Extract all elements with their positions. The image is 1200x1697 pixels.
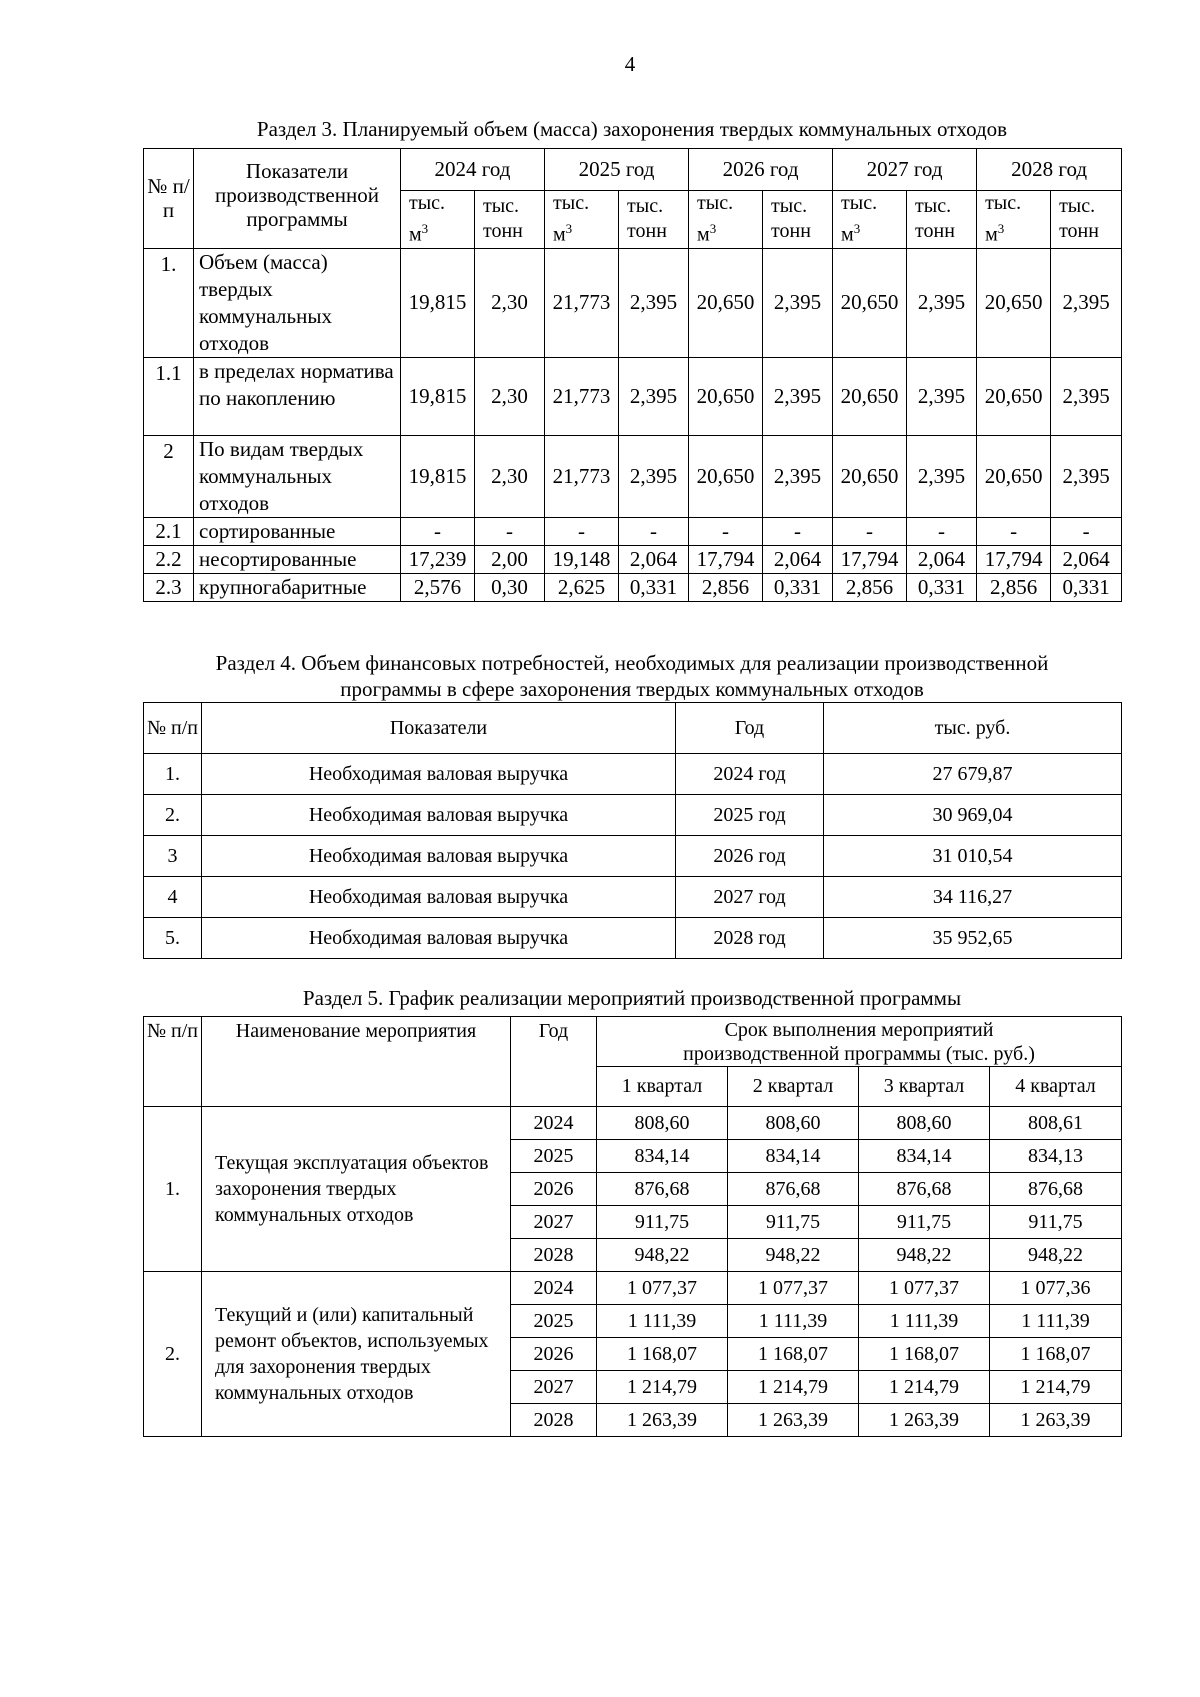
- quarter-value: 808,60: [597, 1107, 728, 1140]
- table-row: [144, 357, 1122, 435]
- activity-name: Текущий и (или) капитальный ремонт объектов, используемых для захоронения твердых коммунальных отходов: [202, 1272, 511, 1437]
- quarter-value: 1 077,36: [990, 1272, 1122, 1305]
- value-cell: 20,650: [977, 357, 1051, 435]
- value-cell: 19,148: [545, 545, 619, 573]
- year-header: 2028 год: [977, 149, 1122, 191]
- col-indicator-header: Показатели: [202, 703, 676, 754]
- value-cell: -: [689, 517, 763, 545]
- quarter-value: 1 263,39: [597, 1404, 728, 1437]
- table-row: [144, 918, 1122, 959]
- quarter-value: 948,22: [728, 1239, 859, 1272]
- value-cell: 0,30: [475, 573, 545, 601]
- unit-tonnes: тыс. тонн: [475, 191, 545, 249]
- quarter-value: 911,75: [990, 1206, 1122, 1239]
- indicator-cell: Необходимая валовая выручка: [202, 836, 676, 877]
- value-cell: 21,773: [545, 435, 619, 517]
- value-cell: 2,395: [619, 357, 689, 435]
- year-cell: 2025 год: [676, 795, 824, 836]
- value-cell: -: [1051, 517, 1122, 545]
- row-number: 1.: [144, 248, 194, 357]
- value-cell: -: [763, 517, 833, 545]
- value-cell: 2,30: [475, 357, 545, 435]
- value-cell: 2,395: [763, 435, 833, 517]
- value-cell: 2,064: [619, 545, 689, 573]
- row-number: 1.: [144, 754, 202, 795]
- unit-m3: тыс. $м^3$: [545, 191, 619, 249]
- quarter-value: 948,22: [597, 1239, 728, 1272]
- row-number: 2.: [144, 795, 202, 836]
- year-cell: 2027: [511, 1371, 597, 1404]
- value-cell: 35 952,65: [824, 918, 1122, 959]
- value-cell: 2,395: [619, 435, 689, 517]
- value-cell: 2,395: [619, 248, 689, 357]
- page-number: 4: [624, 52, 636, 76]
- quarter-value: 1 214,79: [728, 1371, 859, 1404]
- value-cell: -: [833, 517, 907, 545]
- value-cell: 20,650: [833, 435, 907, 517]
- col-term-header: Срок выполнения мероприятий производственной программы (тыс. руб.): [597, 1017, 1122, 1067]
- value-cell: 2,395: [907, 248, 977, 357]
- indicator-cell: Необходимая валовая выручка: [202, 918, 676, 959]
- row-label: несортированные: [194, 545, 401, 573]
- col-num-header: № п/п: [144, 703, 202, 754]
- section3-title: Раздел 3. Планируемый объем (масса) захоронения твердых коммунальных отходов: [256, 117, 1008, 141]
- year-cell: 2028: [511, 1239, 597, 1272]
- value-cell: 17,794: [977, 545, 1051, 573]
- value-cell: 2,395: [763, 357, 833, 435]
- value-cell: 2,395: [1051, 248, 1122, 357]
- col-year-header: Год: [676, 703, 824, 754]
- year-cell: 2025: [511, 1305, 597, 1338]
- value-cell: 20,650: [833, 248, 907, 357]
- section4-title-line2: программы в сфере захоронения твердых коммунальных отходов: [340, 677, 924, 701]
- indicator-cell: Необходимая валовая выручка: [202, 795, 676, 836]
- col-num-header: № п/п: [144, 149, 194, 249]
- row-label: По видам твердых коммунальных отходов: [194, 435, 401, 517]
- year-header: 2027 год: [833, 149, 977, 191]
- table-row: [144, 248, 1122, 357]
- year-header: 2024 год: [401, 149, 545, 191]
- value-cell: 0,331: [907, 573, 977, 601]
- row-number: 5.: [144, 918, 202, 959]
- year-cell: 2027: [511, 1206, 597, 1239]
- value-cell: 20,650: [689, 248, 763, 357]
- table-row: [144, 877, 1122, 918]
- quarter-value: 911,75: [597, 1206, 728, 1239]
- quarter-value: 834,13: [990, 1140, 1122, 1173]
- unit-m3: тыс. $м^3$: [689, 191, 763, 249]
- finance-table: [143, 702, 1122, 959]
- value-cell: 2,576: [401, 573, 475, 601]
- volume-table: [143, 148, 1122, 602]
- quarter-value: 911,75: [859, 1206, 990, 1239]
- value-cell: -: [907, 517, 977, 545]
- value-cell: 2,625: [545, 573, 619, 601]
- value-cell: 2,30: [475, 248, 545, 357]
- row-label: крупногабаритные: [194, 573, 401, 601]
- row-number: 3: [144, 836, 202, 877]
- value-cell: 2,395: [1051, 357, 1122, 435]
- quarter-value: 1 214,79: [597, 1371, 728, 1404]
- year-cell: 2026: [511, 1173, 597, 1206]
- table-row: [144, 545, 1122, 573]
- value-cell: 19,815: [401, 435, 475, 517]
- value-cell: 30 969,04: [824, 795, 1122, 836]
- value-cell: 2,856: [833, 573, 907, 601]
- value-cell: 19,815: [401, 357, 475, 435]
- year-header: 2026 год: [689, 149, 833, 191]
- value-cell: 20,650: [977, 435, 1051, 517]
- quarter-header: 4 квартал: [990, 1067, 1122, 1107]
- col-num-header: № п/п: [144, 1017, 202, 1107]
- quarter-header: 1 квартал: [597, 1067, 728, 1107]
- quarter-value: 1 077,37: [859, 1272, 990, 1305]
- value-cell: 0,331: [763, 573, 833, 601]
- value-cell: 17,794: [833, 545, 907, 573]
- value-cell: 2,856: [977, 573, 1051, 601]
- year-cell: 2024 год: [676, 754, 824, 795]
- table-row: [144, 435, 1122, 517]
- unit-tonnes: тыс. тонн: [763, 191, 833, 249]
- year-cell: 2025: [511, 1140, 597, 1173]
- quarter-value: 876,68: [597, 1173, 728, 1206]
- quarter-value: 1 214,79: [859, 1371, 990, 1404]
- col-value-header: тыс. руб.: [824, 703, 1122, 754]
- year-cell: 2028: [511, 1404, 597, 1437]
- quarter-value: 876,68: [990, 1173, 1122, 1206]
- section4-title: [143, 650, 1121, 702]
- value-cell: -: [401, 517, 475, 545]
- indicator-cell: Необходимая валовая выручка: [202, 754, 676, 795]
- group-number: 1.: [144, 1107, 202, 1272]
- indicator-cell: Необходимая валовая выручка: [202, 877, 676, 918]
- quarter-value: 1 077,37: [597, 1272, 728, 1305]
- row-label: Объем (масса) твердых коммунальных отходов: [194, 248, 401, 357]
- value-cell: 0,331: [619, 573, 689, 601]
- quarter-value: 1 263,39: [859, 1404, 990, 1437]
- quarter-value: 808,60: [859, 1107, 990, 1140]
- value-cell: 2,856: [689, 573, 763, 601]
- group-number: 2.: [144, 1272, 202, 1437]
- quarter-value: 1 168,07: [859, 1338, 990, 1371]
- col-name-header: Наименование мероприятия: [202, 1017, 511, 1107]
- row-label: сортированные: [194, 517, 401, 545]
- value-cell: 17,794: [689, 545, 763, 573]
- value-cell: -: [475, 517, 545, 545]
- year-header: 2025 год: [545, 149, 689, 191]
- year-cell: 2026 год: [676, 836, 824, 877]
- quarter-value: 876,68: [728, 1173, 859, 1206]
- year-cell: 2028 год: [676, 918, 824, 959]
- table-row: [144, 1107, 1122, 1140]
- row-label: в пределах норматива по накоплению: [194, 357, 401, 435]
- value-cell: -: [977, 517, 1051, 545]
- value-cell: 20,650: [689, 357, 763, 435]
- row-number: 1.1: [144, 357, 194, 435]
- quarter-value: 1 111,39: [859, 1305, 990, 1338]
- section4-title-line1: Раздел 4. Объем финансовых потребностей, необходимых для реализации производственной: [215, 651, 1049, 675]
- quarter-header: 2 квартал: [728, 1067, 859, 1107]
- value-cell: -: [619, 517, 689, 545]
- value-cell: 20,650: [833, 357, 907, 435]
- value-cell: 21,773: [545, 248, 619, 357]
- quarter-value: 834,14: [728, 1140, 859, 1173]
- quarter-value: 948,22: [990, 1239, 1122, 1272]
- value-cell: 2,395: [907, 435, 977, 517]
- value-cell: 2,00: [475, 545, 545, 573]
- quarter-value: 1 168,07: [728, 1338, 859, 1371]
- unit-m3: тыс. $м^3$: [401, 191, 475, 249]
- row-number: 2.3: [144, 573, 194, 601]
- value-cell: 31 010,54: [824, 836, 1122, 877]
- quarter-value: 911,75: [728, 1206, 859, 1239]
- year-cell: 2026: [511, 1338, 597, 1371]
- unit-m3: тыс. $м^3$: [977, 191, 1051, 249]
- table-row: [144, 1272, 1122, 1305]
- table-row: [144, 517, 1122, 545]
- value-cell: -: [545, 517, 619, 545]
- quarter-value: 1 263,39: [728, 1404, 859, 1437]
- quarter-value: 1 168,07: [597, 1338, 728, 1371]
- value-cell: 2,395: [763, 248, 833, 357]
- quarter-value: 1 263,39: [990, 1404, 1122, 1437]
- unit-tonnes: тыс. тонн: [619, 191, 689, 249]
- schedule-table: [143, 1016, 1122, 1437]
- quarter-value: 876,68: [859, 1173, 990, 1206]
- value-cell: 2,30: [475, 435, 545, 517]
- quarter-value: 1 111,39: [990, 1305, 1122, 1338]
- table-row: [144, 573, 1122, 601]
- value-cell: 2,064: [1051, 545, 1122, 573]
- row-number: 2: [144, 435, 194, 517]
- quarter-value: 834,14: [859, 1140, 990, 1173]
- row-number: 2.1: [144, 517, 194, 545]
- value-cell: 19,815: [401, 248, 475, 357]
- value-cell: 20,650: [977, 248, 1051, 357]
- value-cell: 2,395: [907, 357, 977, 435]
- activity-name: Текущая эксплуатация объектов захоронения твердых коммунальных отходов: [202, 1107, 511, 1272]
- year-cell: 2027 год: [676, 877, 824, 918]
- quarter-value: 808,60: [728, 1107, 859, 1140]
- value-cell: 2,064: [907, 545, 977, 573]
- quarter-value: 1 168,07: [990, 1338, 1122, 1371]
- quarter-value: 1 111,39: [728, 1305, 859, 1338]
- unit-m3: тыс. $м^3$: [833, 191, 907, 249]
- table-row: [144, 754, 1122, 795]
- value-cell: 2,064: [763, 545, 833, 573]
- table-row: [144, 836, 1122, 877]
- quarter-value: 808,61: [990, 1107, 1122, 1140]
- col-year-header: Год: [511, 1017, 597, 1107]
- quarter-value: 948,22: [859, 1239, 990, 1272]
- row-number: 2.2: [144, 545, 194, 573]
- quarter-value: 834,14: [597, 1140, 728, 1173]
- quarter-value: 1 111,39: [597, 1305, 728, 1338]
- value-cell: 2,395: [1051, 435, 1122, 517]
- value-cell: 27 679,87: [824, 754, 1122, 795]
- value-cell: 20,650: [689, 435, 763, 517]
- unit-tonnes: тыс. тонн: [1051, 191, 1122, 249]
- value-cell: 21,773: [545, 357, 619, 435]
- year-cell: 2024: [511, 1272, 597, 1305]
- col-indicator-header: Показатели производственной программы: [194, 149, 401, 249]
- row-number: 4: [144, 877, 202, 918]
- quarter-value: 1 077,37: [728, 1272, 859, 1305]
- year-cell: 2024: [511, 1107, 597, 1140]
- value-cell: 0,331: [1051, 573, 1122, 601]
- quarter-header: 3 квартал: [859, 1067, 990, 1107]
- table-row: [144, 795, 1122, 836]
- unit-tonnes: тыс. тонн: [907, 191, 977, 249]
- value-cell: 17,239: [401, 545, 475, 573]
- value-cell: 34 116,27: [824, 877, 1122, 918]
- quarter-value: 1 214,79: [990, 1371, 1122, 1404]
- section5-title: Раздел 5. График реализации мероприятий производственной программы: [302, 986, 962, 1010]
